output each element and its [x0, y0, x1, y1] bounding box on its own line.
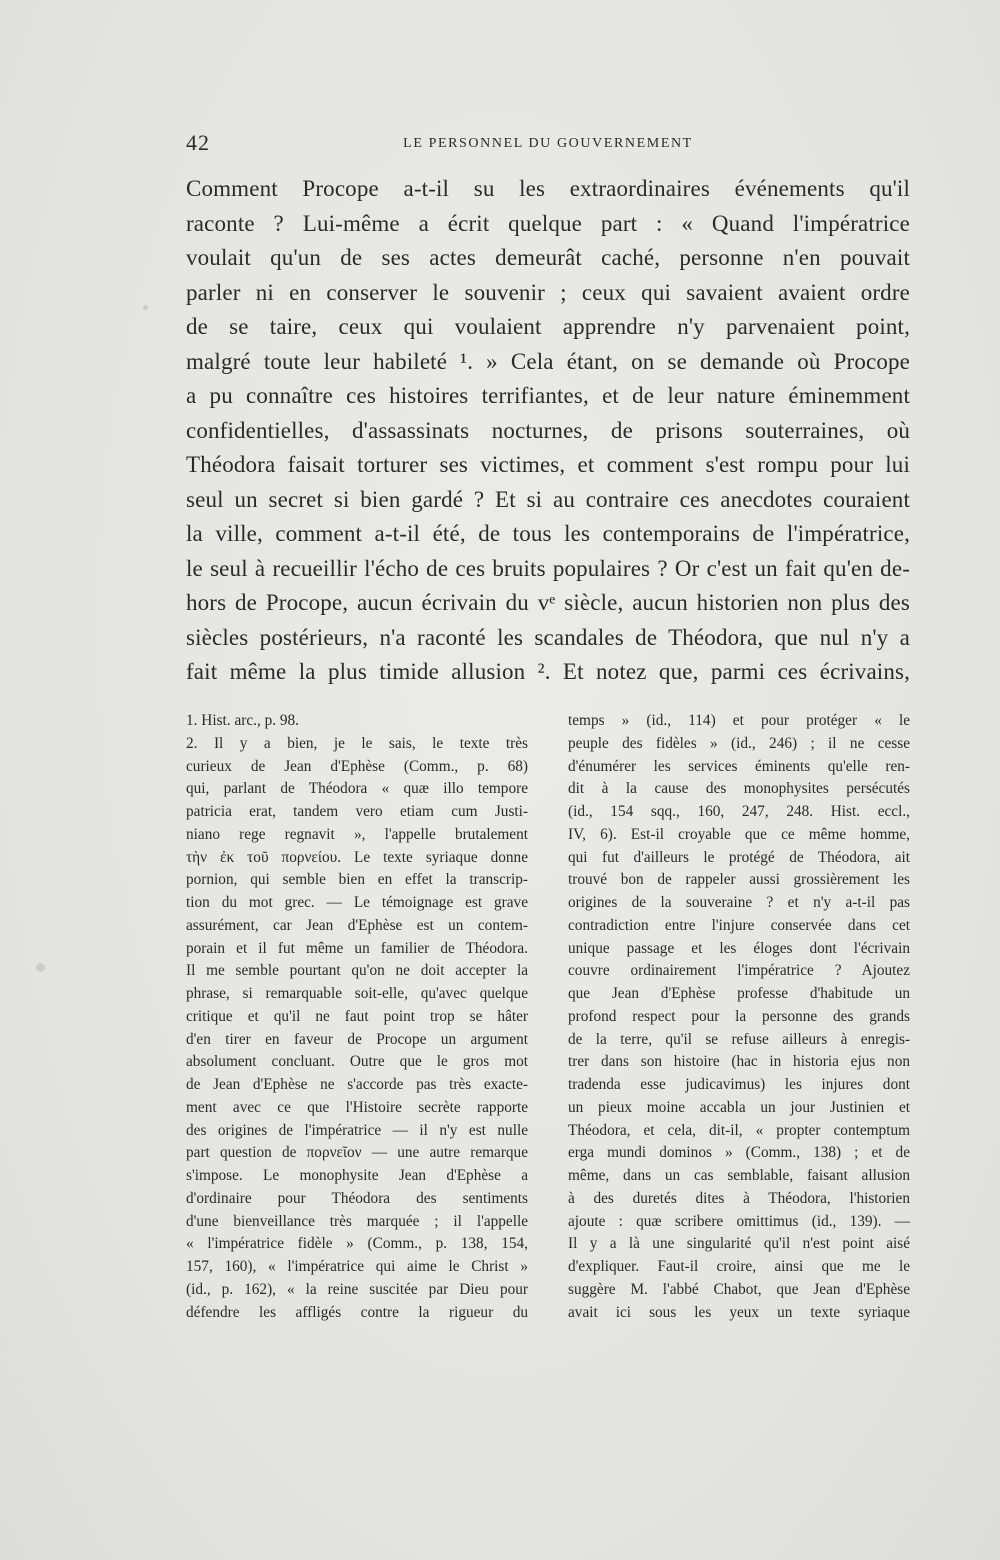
- page-header: [186, 130, 910, 160]
- footnote-line: temps » (id., 114) et pour protéger « le: [568, 712, 910, 729]
- running-head: LE PERSONNEL DU GOUVERNEMENT: [403, 136, 693, 151]
- footnote-line: phrase, si remarquable soit-elle, qu'avec quelque: [186, 985, 528, 1002]
- footnote-line: contradiction entre l'injure conservée dans cet: [568, 916, 910, 934]
- footnote-line: Théodora, et cela, dit-il, « propter contemptum: [568, 1121, 910, 1139]
- footnote-line: niano rege regnavit », l'appelle brutalement: [186, 825, 528, 843]
- footnote-line: origines de la souveraine ? et n'y a-t-il pas: [568, 894, 910, 911]
- footnote-line: trouvé bon de rappeler aussi grossièrement les: [568, 871, 910, 889]
- paper-spot: [143, 305, 148, 310]
- footnote-line: défendre les affligés contre la rigueur du: [186, 1303, 528, 1321]
- body-line: le seul à recueillir l'écho de ces bruits populaires ? Or c'est un fait qu'en de-: [186, 555, 910, 581]
- body-line: de se taire, ceux qui voulaient apprendre n'y parvenaient point,: [186, 314, 910, 339]
- body-line: raconte ? Lui-même a écrit quelque part : « Quand l'impératrice: [186, 210, 910, 236]
- footnote-line: Il y a là une singularité qu'il n'est point aisé: [568, 1235, 910, 1253]
- footnote-line: ment avec ce que l'Histoire secrète rapporte: [186, 1098, 528, 1116]
- footnote-line: tion du mot grec. — Le témoignage est grave: [186, 894, 528, 911]
- footnote-line: part question de πορνεῖον — une autre remarque: [186, 1144, 528, 1162]
- footnote-line: (id., 154 sqq., 160, 247, 248. Hist. eccl.,: [568, 803, 910, 820]
- body-line: voulait qu'un de ses actes demeurât caché, personne n'en pouvait: [186, 245, 910, 270]
- footnote-line: des origines de l'impératrice — il n'y est nulle: [186, 1121, 528, 1139]
- footnote-line: de Jean d'Ephèse ne s'accorde pas très exacte-: [186, 1076, 528, 1093]
- footnote-line: pornion, qui semble bien en effet la transcrip-: [186, 871, 528, 889]
- footnote-line: s'impose. Le monophysite Jean d'Ephèse a: [186, 1167, 528, 1184]
- footnote-line: absolument concluant. Outre que le gros mot: [186, 1053, 528, 1071]
- footnote-line: tradenda esse judicavimus) les injures dont: [568, 1076, 910, 1093]
- footnote-line: porain et il fut même un familier de Théodora.: [186, 939, 528, 957]
- body-line: malgré toute leur habileté ¹. » Cela étant, on se demande où Procope: [186, 348, 910, 374]
- body-line: a pu connaître ces histoires terrifiantes, et de leur nature éminemment: [186, 383, 910, 408]
- footnote-line: d'expliquer. Faut-il croire, ainsi que me le: [568, 1258, 910, 1275]
- footnote-line: à des duretés dites à Théodora, l'historien: [568, 1189, 910, 1207]
- footnote-line: couvre ordinairement l'impératrice ? Ajoutez: [568, 962, 910, 980]
- footnote-line: « l'impératrice fidèle » (Comm., p. 138, 154,: [186, 1235, 528, 1253]
- body-text: [186, 172, 910, 690]
- footnote-line: même, dans un cas semblable, faisant allusion: [568, 1167, 910, 1184]
- footnote-line: qui fut d'ailleurs le protégé de Théodora, ait: [568, 848, 910, 866]
- body-line: la ville, comment a-t-il été, de tous les contemporains de l'impératrice,: [186, 521, 910, 546]
- footnote-line: patricia erat, tandem vero etiam cum Justi-: [186, 803, 528, 820]
- footnote-line: dit à la cause des monophysites persécutés: [568, 780, 910, 798]
- footnote-line: suggère M. l'abbé Chabot, que Jean d'Ephèse: [568, 1280, 910, 1298]
- footnote-line: assurément, car Jean d'Ephèse est un contem-: [186, 916, 528, 934]
- footnote-line: 157, 160), « l'impératrice qui aime le Christ »: [186, 1258, 528, 1275]
- body-line: confidentielles, d'assassinats nocturnes, de prisons souterraines, où: [186, 417, 910, 443]
- footnote-line: unique passage et les éloges dont l'écrivain: [568, 939, 910, 957]
- footnote-line: avait ici sous les yeux un texte syriaque: [568, 1303, 910, 1321]
- page-number: 42: [186, 130, 210, 155]
- paper-spot: [36, 963, 45, 972]
- footnote-line: 1. Hist. arc., p. 98.: [186, 712, 300, 729]
- footnote-line: un pieux moine accabla un jour Justinien et: [568, 1098, 910, 1116]
- body-line: Théodora faisait torturer ses victimes, et comment s'est rompu pour lui: [186, 452, 910, 477]
- body-line: parler ni en conserver le souvenir ; ceux qui savaient avaient ordre: [186, 279, 910, 305]
- footnote-line: que Jean d'Ephèse professe d'habitude un: [568, 985, 910, 1002]
- body-line: siècles postérieurs, n'a raconté les scandales de Théodora, que nul n'y a: [186, 624, 910, 650]
- footnote-line: peuple des fidèles » (id., 246) ; il ne cesse: [568, 734, 910, 752]
- footnotes: [186, 710, 910, 1340]
- footnote-line: de la terre, qu'il se refuse ailleurs à enregis-: [568, 1030, 910, 1048]
- footnote-line: d'une bienveillance très marquée ; il l'appelle: [186, 1212, 528, 1230]
- footnote-line: (id., p. 162), « la reine suscitée par Dieu pour: [186, 1280, 528, 1298]
- footnote-line: ajoute : quæ scribere omittimus (id., 139). —: [568, 1212, 910, 1230]
- footnotes-left-column: [186, 710, 528, 1324]
- footnote-line: critique et qu'il ne faut point trop se hâter: [186, 1007, 528, 1025]
- footnote-line: d'énumérer les services éminents qu'elle ren-: [568, 757, 910, 775]
- footnote-line: erga mundi dominos » (Comm., 138) ; et de: [568, 1144, 910, 1162]
- footnotes-right-column: [568, 710, 910, 1324]
- footnote-line: d'en tirer en faveur de Procope un argument: [186, 1030, 528, 1048]
- footnote-line: d'ordinaire pour Théodora des sentiments: [186, 1189, 528, 1207]
- footnote-line: IV, 6). Est-il croyable que ce même homme,: [568, 825, 910, 843]
- footnote-line: qui, parlant de Théodora « quæ illo tempore: [186, 780, 528, 798]
- body-line: hors de Procope, aucun écrivain du vᵉ siècle, aucun historien non plus des: [186, 590, 910, 615]
- footnote-line: 2. Il y a bien, je le sais, le texte très: [186, 734, 528, 752]
- footnote-line: τὴν ἐκ τοῦ πορνείου. Le texte syriaque donne: [186, 848, 528, 866]
- footnote-line: profond respect pour la personne des grands: [568, 1007, 910, 1025]
- body-line: Comment Procope a-t-il su les extraordinaires événements qu'il: [186, 176, 910, 201]
- footnote-line: Il me semble pourtant qu'on ne doit accepter la: [186, 962, 528, 980]
- footnote-line: trer dans son histoire (hac in historia ejus non: [568, 1053, 910, 1071]
- body-line: seul un secret si bien gardé ? Et si au contraire ces anecdotes couraient: [186, 486, 910, 512]
- footnote-line: curieux de Jean d'Ephèse (Comm., p. 68): [186, 757, 528, 775]
- body-line: fait même la plus timide allusion ². Et notez que, parmi ces écrivains,: [186, 659, 910, 684]
